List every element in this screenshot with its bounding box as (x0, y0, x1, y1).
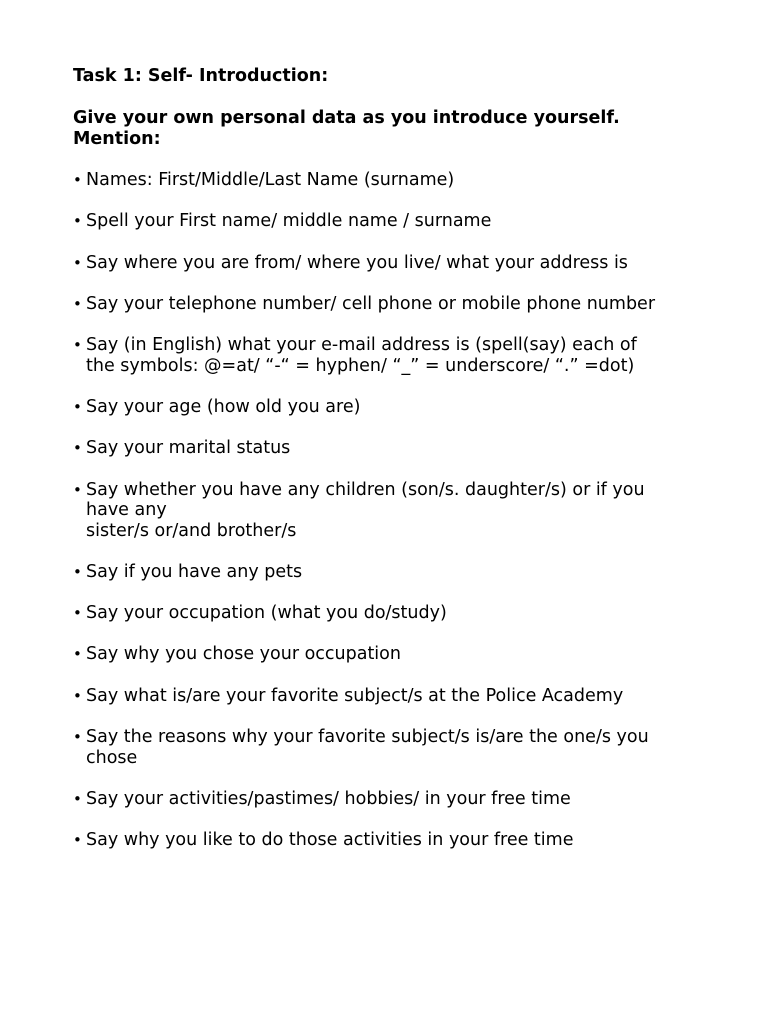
list-item-text: Say why you like to do those activities in your free time (86, 830, 574, 851)
list-item-text: Say where you are from/ where you live/ what your address is (86, 252, 628, 273)
list-item-text: Spell your First name/ middle name / surname (86, 211, 492, 232)
list-item (73, 727, 713, 768)
bullet-icon: • (73, 831, 82, 850)
bullet-icon: • (73, 645, 82, 664)
list-item (73, 789, 713, 810)
list-item-text: the symbols: @=at/ “-“ = hyphen/ “_” = underscore/ “.” =dot) (86, 355, 635, 376)
list-item (73, 335, 713, 376)
bullet-icon: • (73, 253, 82, 272)
list-item-text: Say your activities/pastimes/ hobbies/ in your free time (86, 788, 571, 809)
list-item-text: have any (86, 500, 167, 521)
list-item-text: Say the reasons why your favorite subject/s is/are the one/s you (86, 727, 649, 748)
list-item-text: Say your occupation (what you do/study) (86, 603, 447, 624)
list-item-text: sister/s or/and brother/s (86, 520, 297, 541)
list-item (73, 686, 713, 707)
list-item-text: Say your marital status (86, 438, 291, 459)
list-item (73, 397, 713, 418)
list-item (73, 562, 713, 583)
list-item-text: chose (86, 747, 138, 768)
bullet-icon: • (73, 686, 82, 705)
bullet-icon: • (73, 480, 82, 499)
document-title: Task 1: Self- Introduction: (73, 66, 329, 86)
instruction-line: Give your own personal data as you introduce yourself. (73, 108, 620, 128)
bullet-icon: • (73, 439, 82, 458)
list-item-text: Say if you have any pets (86, 561, 303, 582)
list-item (73, 830, 713, 851)
bullet-icon: • (73, 171, 82, 189)
list-item (73, 480, 713, 542)
document-page (73, 66, 713, 871)
bullet-icon: • (73, 604, 82, 623)
list-item-text: Names: First/Middle/Last Name (surname) (86, 170, 455, 190)
bullet-icon: • (73, 789, 82, 808)
instruction-line: Mention: (73, 129, 161, 149)
list-item (73, 294, 713, 315)
bullet-icon: • (73, 562, 82, 581)
list-item-text: Say your age (how old you are) (86, 396, 361, 417)
list-item-text: Say your telephone number/ cell phone or mobile phone number (86, 293, 656, 314)
list-item-text: Say what is/are your favorite subject/s at the Police Academy (86, 685, 624, 706)
list-item-text: Say whether you have any children (son/s. daughter/s) or if you (86, 479, 645, 500)
bullet-icon: • (73, 336, 82, 355)
bullet-list (73, 170, 713, 851)
list-item (73, 603, 713, 624)
bullet-icon: • (73, 397, 82, 416)
list-item (73, 253, 713, 274)
list-item (73, 438, 713, 459)
bullet-icon: • (73, 728, 82, 747)
list-item-text: Say why you chose your occupation (86, 644, 401, 665)
list-item-text: Say (in English) what your e-mail address is (spell(say) each of (86, 335, 637, 356)
bullet-icon: • (73, 212, 82, 231)
instruction-text (73, 108, 713, 150)
list-item (73, 170, 713, 191)
bullet-icon: • (73, 294, 82, 313)
list-item (73, 211, 713, 232)
list-item (73, 644, 713, 665)
